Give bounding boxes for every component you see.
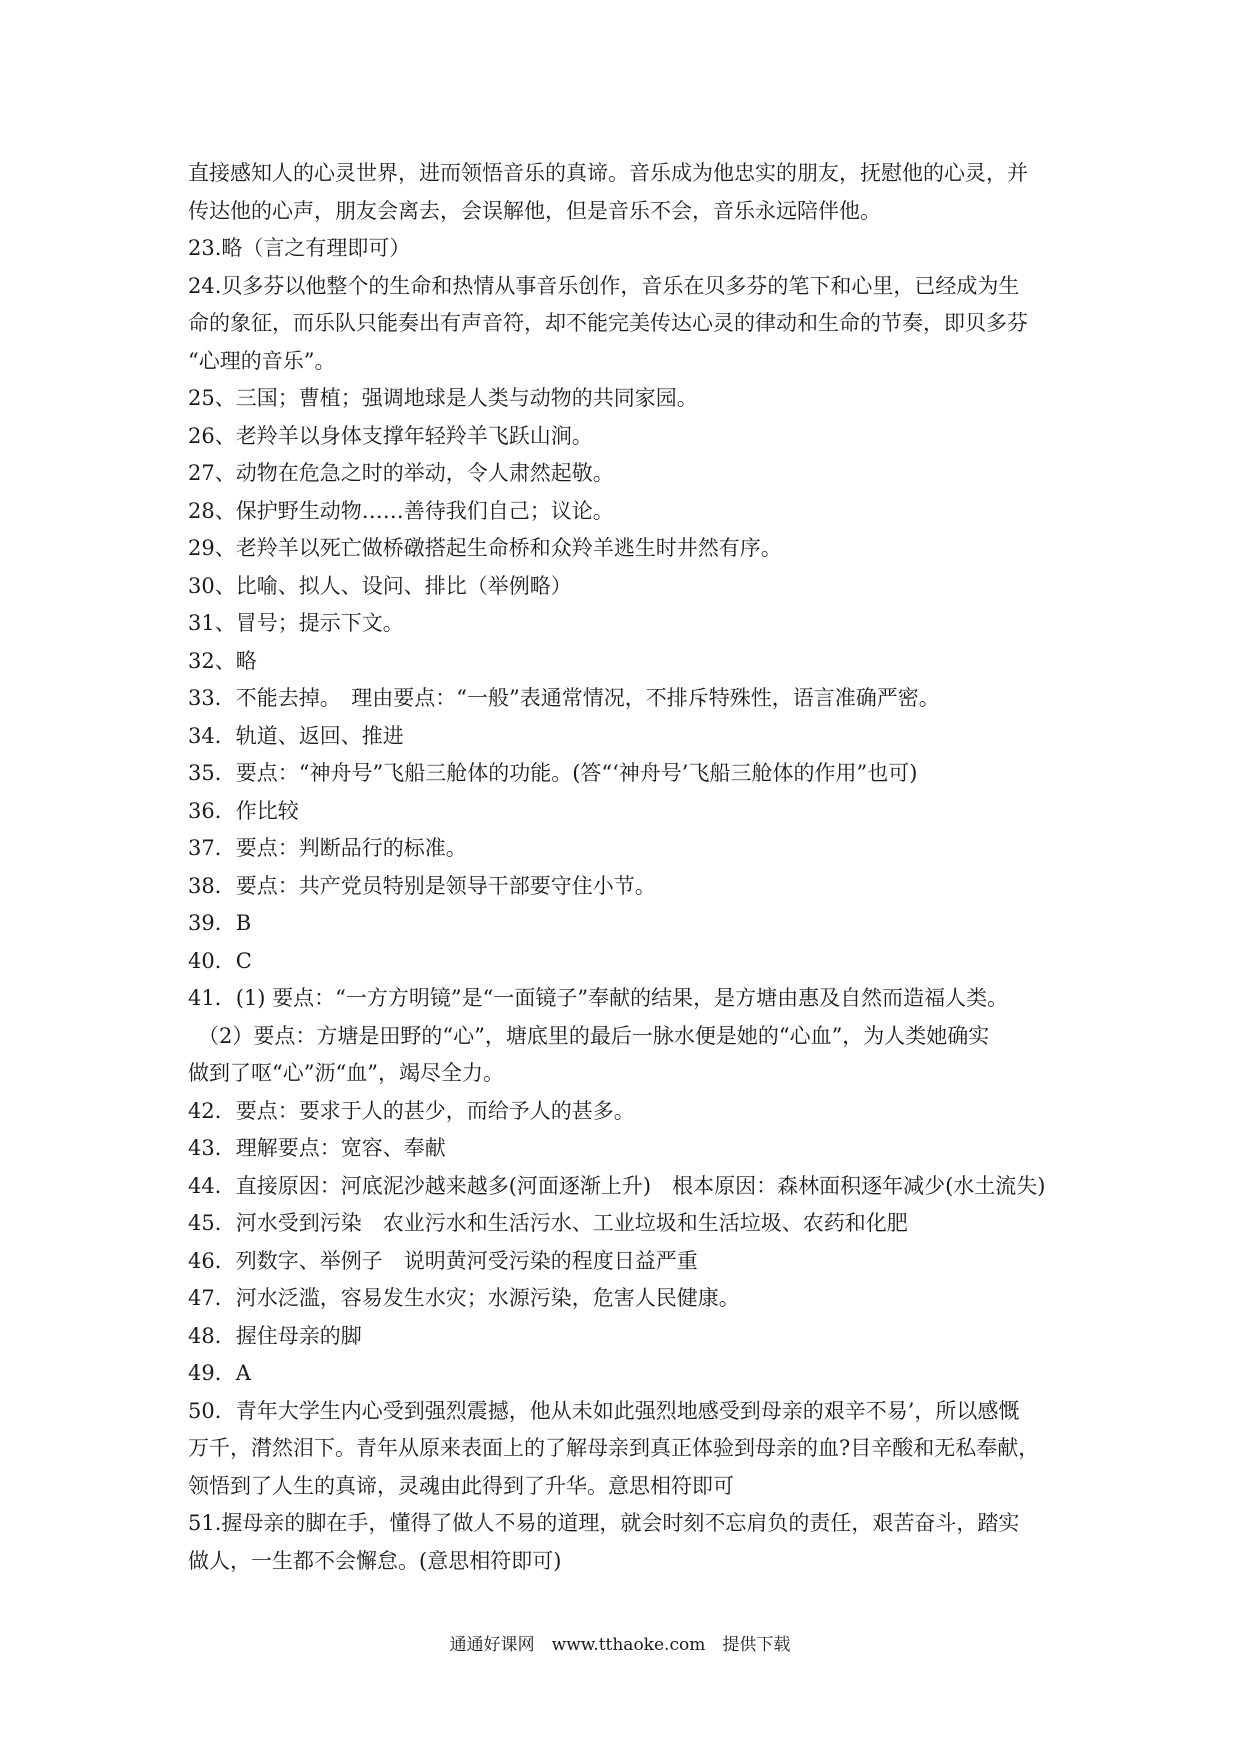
text-line: 直接感知人的心灵世界，进而领悟音乐的真谛。音乐成为他忠实的朋友，抚慰他的心灵，并 xyxy=(188,161,1028,185)
answer-item-34: 34．轨道、返回、推进 xyxy=(188,723,404,748)
answer-item-41-part-2: （2）要点：方塘是田野的“心”，塘底里的最后一脉水便是她的“心血”，为人类她确实 xyxy=(198,1023,990,1048)
answer-item-24: 24.贝多芬以他整个的生命和热情从事音乐创作，音乐在贝多芬的笔下和心里，已经成为生 xyxy=(188,273,1020,298)
answer-item-42: 42．要点：要求于人的甚少，而给予人的甚多。 xyxy=(188,1098,635,1123)
answer-item-43: 43．理解要点：宽容、奉献 xyxy=(188,1136,446,1160)
page-footer: 通通好课网 www.tthaoke.com 提供下载 xyxy=(449,1635,791,1655)
answer-item-40: 40．C xyxy=(188,948,252,973)
text-line: “心理的音乐”。 xyxy=(188,348,336,373)
answer-item-50: 50．青年大学生内心受到强烈震撼，他从未如此强烈地感受到母亲的艰辛不易’，所以感慨 xyxy=(188,1398,1020,1423)
answer-item-51: 51.握母亲的脚在手，懂得了做人不易的道理，就会时刻不忘肩负的责任，艰苦奋斗，踏实 xyxy=(188,1511,1020,1535)
answer-item-26: 26、老羚羊以身体支撑年轻羚羊飞跃山涧。 xyxy=(188,423,593,448)
answer-item-38: 38．要点：共产党员特别是领导干部要守住小节。 xyxy=(188,873,656,898)
answer-item-41: 41．(1) 要点：“一方方明镜”是“一面镜子”奉献的结果，是方塘由惠及自然而造福人类。 xyxy=(188,986,1009,1010)
answer-item-25: 25、三国；曹植；强调地球是人类与动物的共同家园。 xyxy=(188,386,698,410)
answer-item-44: 44．直接原因：河底泥沙越来越多(河面逐渐上升) 根本原因：森林面积逐年减少(水土流失) xyxy=(188,1173,1046,1198)
answer-item-28: 28、保护野生动物……善待我们自己；议论。 xyxy=(188,498,614,523)
answer-item-36: 36．作比较 xyxy=(188,798,299,823)
answer-item-46: 46．列数字、举例子 说明黄河受污染的程度日益严重 xyxy=(188,1248,698,1273)
answer-item-37: 37．要点：判断品行的标准。 xyxy=(188,836,467,860)
text-line: 命的象征，而乐队只能奏出有声音符，却不能完美传达心灵的律动和生命的节奏，即贝多芬 xyxy=(188,311,1028,335)
answer-item-35: 35．要点：“神舟号”飞船三舱体的功能。(答“‘神舟号’飞船三舱体的作用”也可) xyxy=(188,761,918,785)
text-line: 做到了呕“心”沥“血”，竭尽全力。 xyxy=(188,1061,504,1085)
text-line: 万千，潸然泪下。青年从原来表面上的了解母亲到真正体验到母亲的血?目辛酸和无私奉献， xyxy=(188,1436,1040,1460)
answer-item-45: 45．河水受到污染 农业污水和生活污水、工业垃圾和生活垃圾、农药和化肥 xyxy=(188,1211,908,1235)
answer-item-30: 30、比喻、拟人、设问、排比（举例略） xyxy=(188,573,572,598)
answer-item-33: 33．不能去掉。 理由要点：“一般”表通常情况，不排斥特殊性，语言准确严密。 xyxy=(188,686,940,710)
answer-item-27: 27、动物在危急之时的举动，令人肃然起敬。 xyxy=(188,461,614,485)
text-line: 领悟到了人生的真谛，灵魂由此得到了升华。意思相符即可 xyxy=(188,1473,734,1498)
answer-text-body xyxy=(188,155,1068,1580)
answer-item-32: 32、略 xyxy=(188,648,257,673)
answer-item-29: 29、老羚羊以死亡做桥礅搭起生命桥和众羚羊逃生时井然有序。 xyxy=(188,536,782,560)
answer-item-39: 39．B xyxy=(188,911,252,935)
answer-item-47: 47．河水泛滥，容易发生水灾；水源污染，危害人民健康。 xyxy=(188,1286,740,1310)
text-line: 做人，一生都不会懈怠。(意思相符即可) xyxy=(188,1548,562,1573)
answer-item-49: 49．A xyxy=(188,1361,251,1385)
answer-item-48: 48．握住母亲的脚 xyxy=(188,1323,362,1348)
text-line: 传达他的心声，朋友会离去，会误解他，但是音乐不会，音乐永远陪伴他。 xyxy=(188,198,881,223)
answer-item-31: 31、冒号；提示下文。 xyxy=(188,611,404,635)
answer-item-23: 23.略（言之有理即可） xyxy=(188,236,411,260)
